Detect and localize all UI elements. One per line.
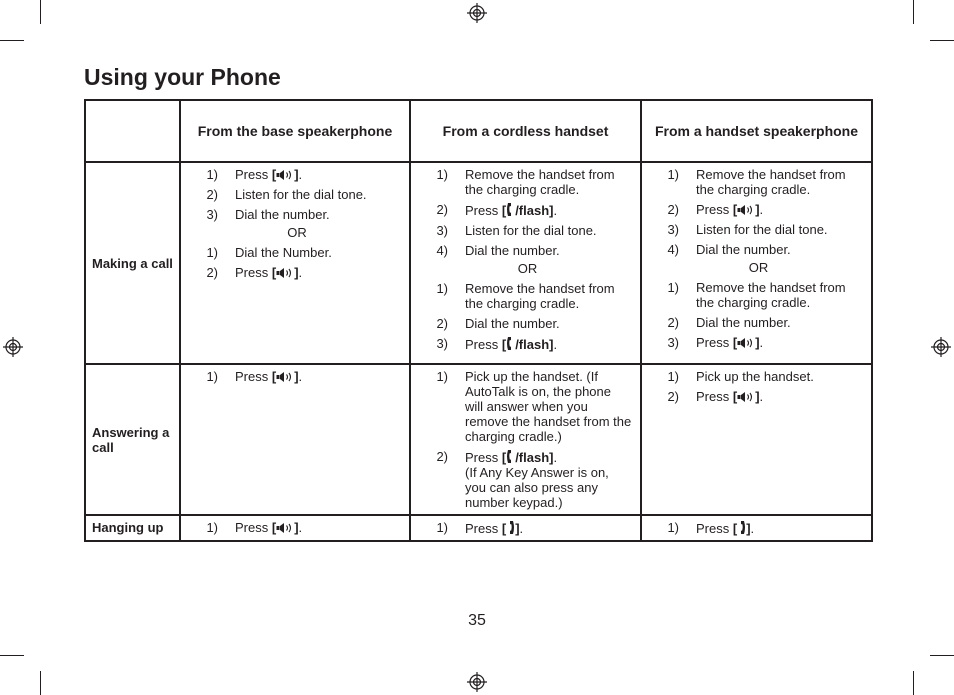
speaker-key: [ ] xyxy=(732,389,760,404)
crop-mark xyxy=(0,40,24,41)
speaker-key: [ ] xyxy=(732,202,760,217)
cell-hanging-handset xyxy=(641,515,872,541)
step: 1) Remove the handset from the charging cradle. xyxy=(667,280,846,310)
talk-handset-icon xyxy=(506,450,515,465)
crop-mark xyxy=(0,655,24,656)
speaker-icon xyxy=(276,265,294,280)
or-separator: OR xyxy=(748,260,769,275)
crop-mark xyxy=(913,0,914,24)
header-handset-speakerphone: From a handset speakerphone xyxy=(641,100,872,162)
or-separator: OR xyxy=(287,225,307,240)
table-row xyxy=(85,364,872,515)
step: 2) Press [ ]. xyxy=(206,265,303,280)
registration-mark-icon xyxy=(467,672,487,692)
speaker-icon xyxy=(737,389,755,404)
end-call-key: [ ] xyxy=(501,521,520,536)
step: 3) Dial the number. xyxy=(206,207,330,222)
registration-mark-icon xyxy=(3,337,23,357)
speaker-key: [ ] xyxy=(271,265,299,280)
step: 1) Press [ ]. xyxy=(206,167,303,182)
registration-mark-icon xyxy=(931,337,951,357)
row-label-hanging-up: Hanging up xyxy=(85,515,180,541)
step: 2) Press [ ]. xyxy=(667,202,764,217)
step: 1) Remove the handset from the charging cradle. xyxy=(667,167,846,197)
step: 2) Press [ /flash]. xyxy=(436,202,558,218)
step: 1) Remove the handset from the charging cradle. xyxy=(436,167,615,197)
cell-making-base xyxy=(180,162,410,364)
step: 3) Listen for the dial tone. xyxy=(436,223,597,238)
step: 1) Press [ ]. xyxy=(667,520,755,536)
step: 2) Press [ /flash]. (If Any Key Answer is on, you can also press any number keypad.) xyxy=(436,449,609,510)
step: 1) Remove the handset from the charging cradle. xyxy=(436,281,615,311)
instructions-table xyxy=(84,99,873,542)
step: 1) Press [ ]. xyxy=(206,369,303,384)
end-call-key: [ ] xyxy=(732,521,751,536)
talk-handset-key: [ /flash] xyxy=(501,450,554,465)
cell-answering-cordless xyxy=(410,364,641,515)
speaker-key: [ ] xyxy=(271,369,299,384)
step: 1) Press [ ]. xyxy=(206,520,303,535)
header-blank xyxy=(85,100,180,162)
talk-handset-key: [ /flash] xyxy=(501,203,554,218)
speaker-key: [ ] xyxy=(271,520,299,535)
end-call-icon xyxy=(506,521,515,536)
step: 1) Dial the Number. xyxy=(206,245,332,260)
crop-mark xyxy=(40,671,41,695)
step: 3) Press [ /flash]. xyxy=(436,336,558,352)
speaker-icon xyxy=(276,520,294,535)
talk-handset-icon xyxy=(506,337,515,352)
step: 2) Dial the number. xyxy=(436,316,560,331)
crop-mark xyxy=(913,671,914,695)
step: 1) Pick up the handset. xyxy=(667,369,814,384)
crop-mark xyxy=(930,655,954,656)
cell-hanging-cordless xyxy=(410,515,641,541)
page-number: 35 xyxy=(468,612,486,629)
row-label-answering-call: Answering a call xyxy=(85,364,180,515)
page-title: Using your Phone xyxy=(84,64,281,90)
step: 3) Listen for the dial tone. xyxy=(667,222,828,237)
speaker-icon xyxy=(737,335,755,350)
step: 2) Dial the number. xyxy=(667,315,791,330)
step: 2) Listen for the dial tone. xyxy=(206,187,367,202)
table-header-row xyxy=(85,100,872,162)
cell-making-cordless xyxy=(410,162,641,364)
header-base-speakerphone: From the base speakerphone xyxy=(180,100,410,162)
speaker-icon xyxy=(276,369,294,384)
talk-handset-key: [ /flash] xyxy=(501,337,554,352)
header-cordless-handset: From a cordless handset xyxy=(410,100,641,162)
speaker-key: [ ] xyxy=(271,167,299,182)
cell-answering-handset xyxy=(641,364,872,515)
speaker-icon xyxy=(276,167,294,182)
step: 3) Press [ ]. xyxy=(667,335,764,350)
cell-hanging-base xyxy=(180,515,410,541)
answer-note: (If Any Key Answer is on, you can also press any number keypad.) xyxy=(465,465,609,510)
row-label-making-call: Making a call xyxy=(85,162,180,364)
step: 4) Dial the number. xyxy=(436,243,560,258)
cell-making-handset xyxy=(641,162,872,364)
step: 4) Dial the number. xyxy=(667,242,791,257)
step: 1) Pick up the handset. (If AutoTalk is on, the phone will answer when you remove the handset from the charging cradle.) xyxy=(436,369,632,444)
or-separator: OR xyxy=(517,261,538,276)
talk-handset-icon xyxy=(506,203,515,218)
step: 1) Press [ ]. xyxy=(436,520,524,536)
crop-mark xyxy=(930,40,954,41)
cell-answering-base xyxy=(180,364,410,515)
step: 2) Press [ ]. xyxy=(667,389,764,404)
table-row xyxy=(85,515,872,541)
registration-mark-icon xyxy=(467,3,487,23)
speaker-icon xyxy=(737,202,755,217)
end-call-icon xyxy=(737,521,746,536)
speaker-key: [ ] xyxy=(732,335,760,350)
table-row xyxy=(85,162,872,364)
crop-mark xyxy=(40,0,41,24)
